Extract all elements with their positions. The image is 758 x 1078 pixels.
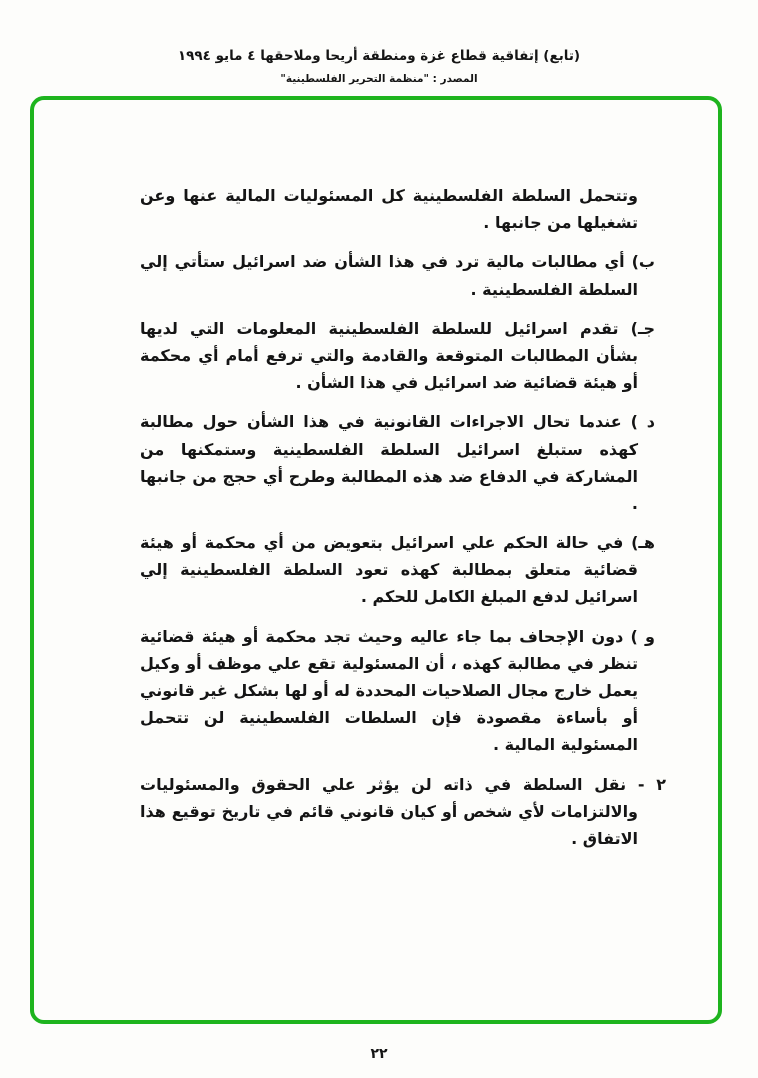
paragraph-clause-2: ٢ - نقل السلطة في ذاته لن يؤثر علي الحقوق والمسئوليات والالتزامات لأي شخص أو كيان قانوني قائم في تاريخ توقيع هذا الاتفاق . bbox=[140, 774, 666, 848]
paragraph-item-jeem: جـ) تقدم اسرائيل للسلطة الفلسطينية المعلومات التي لديها بشأن المطالبات المتوقعة والقادمة والتي ترفع أمام أي محكمة أو هيئة قضائية ضد اسرائيل في هذا الشأن . bbox=[140, 318, 655, 393]
content-frame bbox=[30, 96, 722, 1024]
paragraph-item-b: ب) أي مطالبات مالية ترد في هذا الشأن ضد اسرائيل ستأتي إلي السلطة الفلسطينية . bbox=[140, 252, 655, 299]
page-number: ٢٢ bbox=[370, 1046, 388, 1062]
paragraph-intro: وتتحمل السلطة الفلسطينية كل المسئوليات المالية عنها وعن تشغيلها من جانبها . bbox=[140, 186, 638, 233]
paragraph-item-dal: د ) عندما تحال الاجراءات القانونية في هذا الشأن حول مطالبة كهذه ستبلغ اسرائيل السلطة الفلسطينية وستمكنها من المشاركة في الدفاع ضد هذه المطالبة وطرح أي حجج من جانبها . bbox=[140, 412, 655, 513]
document-body bbox=[34, 100, 718, 852]
paragraph-item-waw: و ) دون الإجحاف بما جاء عاليه وحيث تجد محكمة أو هيئة قضائية تنظر في مطالبة كهذه ، أن المسئولية تقع علي موظف أو وكيل يعمل خارج مجال الصلاحيات المحددة له أو لها بشكل غير قانوني أو بأساءة مقصودة فإن السلطات الفلسطينية لن تتحمل المسئولية المالية . bbox=[140, 626, 655, 755]
document-title: (تابع) إتفاقية قطاع غزة ومنطقة أريحا وملاحقها ٤ مايو ١٩٩٤ bbox=[177, 48, 581, 64]
document-source: المصدر : "منظمة التحرير الفلسطينية" bbox=[280, 73, 478, 85]
page-header bbox=[0, 48, 758, 85]
paragraph-item-ha: هـ) في حالة الحكم علي اسرائيل بتعويض من أي محكمة أو هيئة قضائية متعلق بمطالبة كهذه تعود السلطة الفلسطينية إلي اسرائيل لدفع المبلغ الكامل للحكم . bbox=[140, 533, 655, 607]
